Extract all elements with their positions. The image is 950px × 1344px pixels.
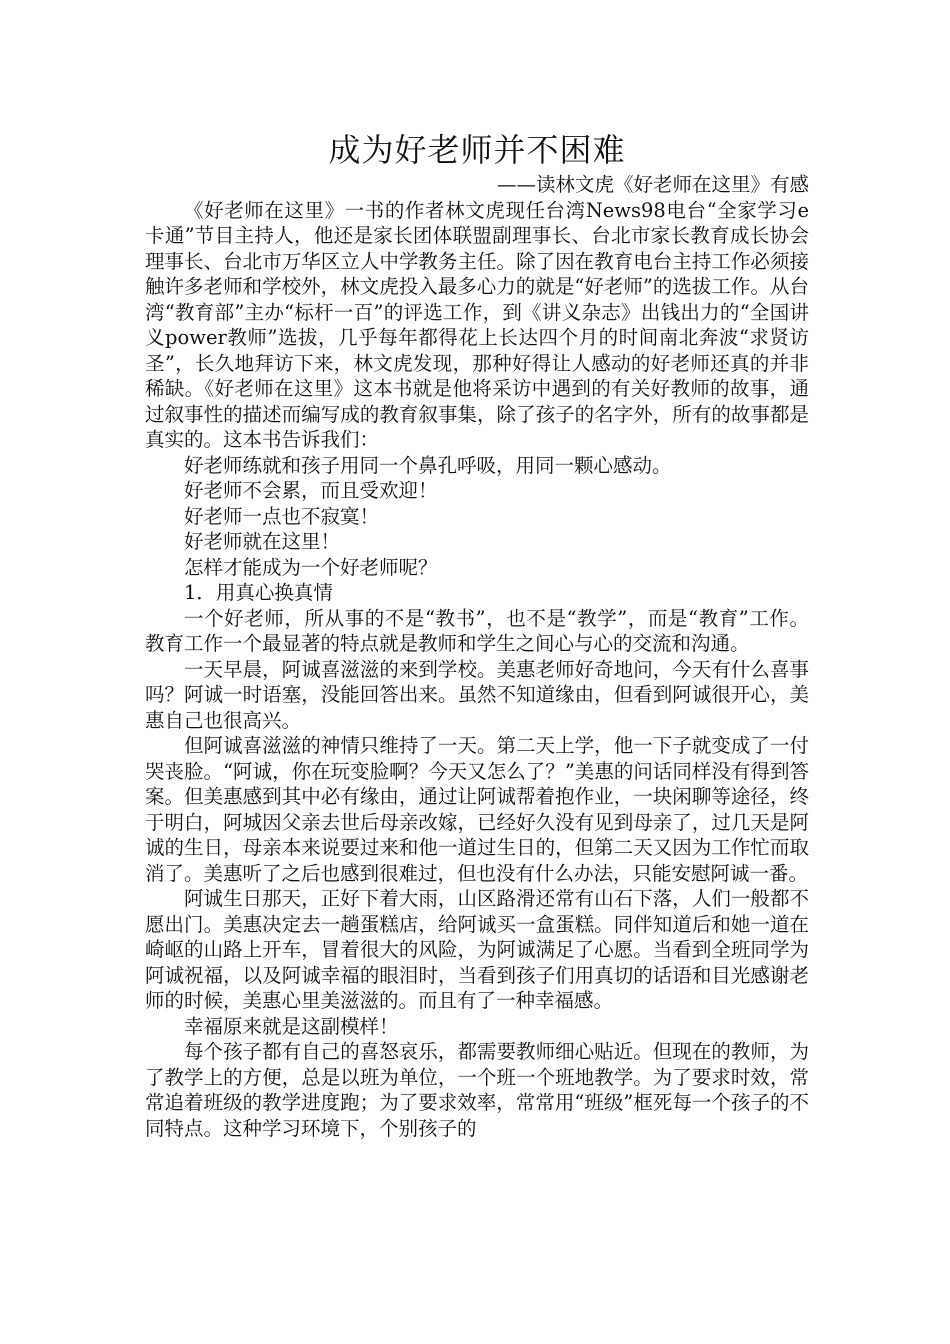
document-page <box>145 128 809 1141</box>
paragraph-good-teacher-4: 好老师就在这里！ <box>184 530 341 553</box>
paragraph-good-teacher-3: 好老师一点也不寂寞！ <box>184 504 380 528</box>
paragraph-education: 一个好老师，所从事的不是“教书”，也不是“教学”，而是“教育”工作。教育工作一个最显著的特点就是教师和学生之间心与心的交流和沟通。 <box>145 606 809 655</box>
paragraph-good-teacher-1: 好老师练就和孩子用同一个鼻孔呼吸，用同一颗心感动。 <box>184 453 672 477</box>
paragraph-intro: 《好老师在这里》一书的作者林文虎现任台湾News98电台“全家学习e卡通”节目主持人，他还是家长团体联盟副理事长、台北市家长教育成长协会理事长、台北市万华区立人中学教务主任。除了因在教育电台主持工作必须接触许多老师和学校外，林文虎投入最多心力的就是“好老师”的选拔工作。从台湾“教育部”主办“标杆一百”的评选工作，到《讲义杂志》出钱出力的“全国讲义power教师”选拔，几乎每年都得花上长达四个月的时间南北奔波“求贤访圣”，长久地拜访下来，林文虎发现，那种好得让人感动的好老师还真的并非稀缺。《好老师在这里》这本书就是他将采访中遇到的有关好教师的故事，通过叙事性的描述而编写成的教育叙事集，除了孩子的名字外，所有的故事都是真实的。这本书告诉我们： <box>145 198 809 451</box>
paragraph-happiness: 幸福原来就是这副模样！ <box>184 1014 399 1038</box>
document-subtitle: ——读林文虎《好老师在这里》有感 <box>496 173 809 196</box>
section-heading-1: 1．用真心换真情 <box>184 581 333 604</box>
paragraph-good-teacher-2: 好老师不会累，而且受欢迎！ <box>184 479 438 502</box>
paragraph-story-2: 但阿诚喜滋滋的神情只维持了一天。第二天上学，他一下子就变成了一付哭丧脸。“阿诚，你在玩变脸啊？今天又怎么了？”美惠的问话同样没有得到答案。但美惠感到其中必有缘由，通过让阿诚帮着抱作业，一块闲聊等途径，终于明白，阿城因父亲去世后母亲改嫁，已经好久没有见到母亲了，过几天是阿诚的生日，母亲本来说要过来和他一道过生日的，但第二天又因为工作忙而取消了。美惠听了之后也感到很难过，但也没有什么办法，只能安慰阿诚一番。 <box>145 734 809 885</box>
document-title: 成为好老师并不困难 <box>328 131 626 169</box>
paragraph-question: 怎样才能成为一个好老师呢？ <box>184 555 438 579</box>
paragraph-story-1: 一天早晨，阿诚喜滋滋的来到学校。美惠老师好奇地问，今天有什么喜事吗？阿诚一时语塞，没能回答出来。虽然不知道缘由，但看到阿诚很开心，美惠自己也很高兴。 <box>145 657 809 732</box>
paragraph-each-child: 每个孩子都有自己的喜怒哀乐，都需要教师细心贴近。但现在的教师，为了教学上的方便，总是以班为单位，一个班一个班地教学。为了要求时效，常常追着班级的教学进度跑；为了要求效率，常常用“班级”框死每一个孩子的不同特点。这种学习环境下，个别孩子的 <box>145 1040 809 1140</box>
paragraph-story-3: 阿诚生日那天，正好下着大雨，山区路滑还常有山石下落，人们一般都不愿出门。美惠决定去一趟蛋糕店，给阿诚买一盒蛋糕。同伴知道后和她一道在崎岖的山路上开车，冒着很大的风险，为阿诚满足了心愿。当看到全班同学为阿诚祝福，以及阿诚幸福的眼泪时，当看到孩子们用真切的话语和目光感谢老师的时候，美惠心里美滋滋的。而且有了一种幸福感。 <box>145 887 809 1012</box>
